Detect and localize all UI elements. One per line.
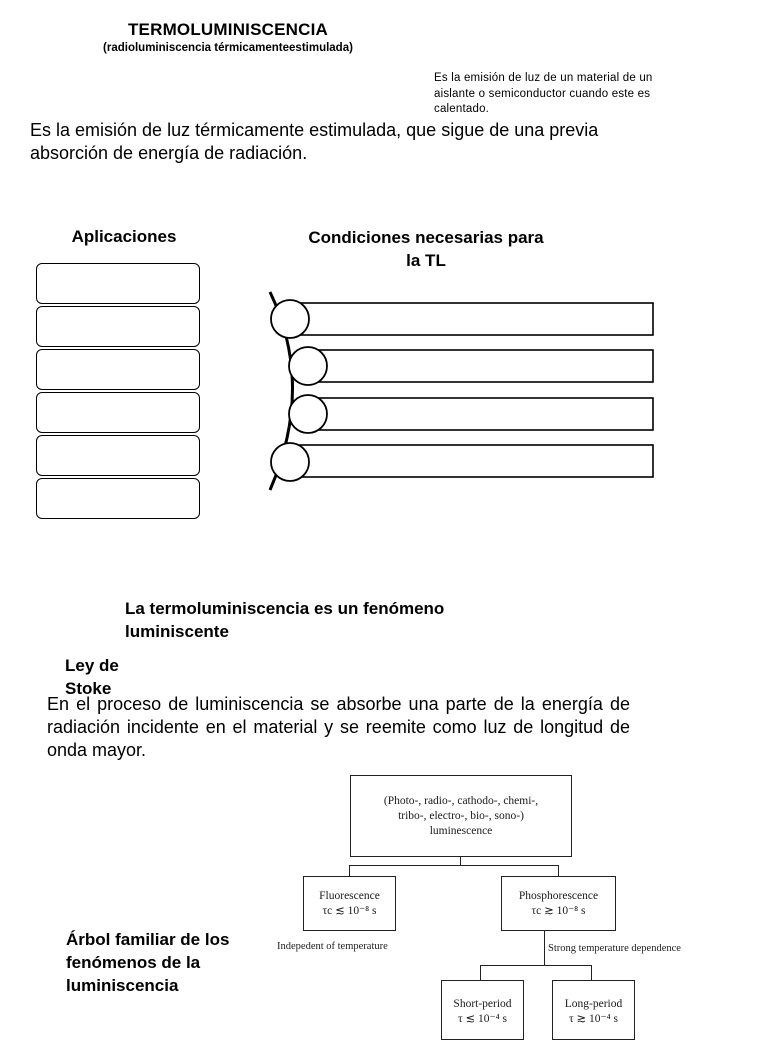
condition-box-4 — [298, 445, 653, 477]
stoke-paragraph: En el proceso de luminiscencia se absorbe una parte de la energía de radiación incidente en el material y se reemite como luz de longitud de onda mayor. — [47, 694, 630, 760]
tree-connector — [480, 965, 481, 980]
condition-bullet-4 — [271, 443, 309, 481]
short-period-formula: τ ≲ 10⁻⁴ s — [458, 1013, 507, 1025]
condition-box-3 — [298, 398, 653, 430]
page-title: TERMOLUMINISCENCIA — [127, 20, 329, 39]
tree-connector — [349, 865, 350, 876]
side-note: Es la emisión de luz de un material de un aislante o semiconductor cuando este es calentado. — [434, 72, 653, 115]
tree-connector — [349, 865, 559, 866]
condition-bullet-1 — [271, 300, 309, 338]
application-box-3 — [36, 349, 200, 390]
stoke-heading: Ley de Stoke — [65, 656, 119, 698]
short-period-box — [441, 980, 524, 1040]
fluorescence-box — [303, 876, 396, 931]
conditions-heading: Condiciones necesarias para la TL — [308, 228, 544, 270]
phosphorescence-label: Phosphorescence — [518, 890, 599, 902]
tree-connector — [480, 965, 592, 966]
conditions-list-graphic — [260, 286, 660, 496]
tl-statement: La termoluminiscencia es un fenómeno luminiscente — [125, 599, 445, 641]
fluorescence-label: Fluorescence — [319, 890, 380, 902]
condition-bullet-3 — [289, 395, 327, 433]
application-box-4 — [36, 392, 200, 433]
condition-box-1 — [298, 303, 653, 335]
tree-caption: Árbol familiar de los fenómenos de la luminiscencia — [66, 930, 230, 995]
tree-root-line-1: (Photo-, radio-, cathodo-, chemi-, — [383, 795, 539, 807]
phosphorescence-box — [501, 876, 616, 931]
long-period-formula: τ ≳ 10⁻⁴ s — [569, 1013, 618, 1025]
application-box-5 — [36, 435, 200, 476]
tree-connector — [544, 931, 545, 965]
application-box-2 — [36, 306, 200, 347]
short-period-label: Short-period — [453, 998, 512, 1010]
tree-connector — [558, 865, 559, 876]
fluorescence-formula: τc ≲ 10⁻⁸ s — [322, 905, 377, 917]
application-box-6 — [36, 478, 200, 519]
condition-bullet-2 — [289, 347, 327, 385]
page-subtitle: (radioluminiscencia térmicamenteestimulada) — [103, 42, 353, 54]
application-box-1 — [36, 263, 200, 304]
tree-connector — [591, 965, 592, 980]
intro-paragraph: Es la emisión de luz térmicamente estimulada, que sigue de una previa absorción de energía de radiación. — [30, 120, 599, 163]
applications-heading: Aplicaciones — [71, 227, 177, 246]
long-period-box — [552, 980, 635, 1040]
phosphorescence-note: Strong temperature dependence — [548, 943, 681, 954]
fluorescence-note: Indepedent of temperature — [277, 941, 388, 952]
tree-root-line-3: luminescence — [429, 825, 493, 837]
tree-root-box — [350, 775, 572, 857]
phosphorescence-formula: τc ≳ 10⁻⁸ s — [531, 905, 586, 917]
condition-box-2 — [298, 350, 653, 382]
tree-root-line-2: tribo-, electro-, bio-, sono-) — [398, 810, 524, 822]
long-period-label: Long-period — [564, 998, 623, 1010]
